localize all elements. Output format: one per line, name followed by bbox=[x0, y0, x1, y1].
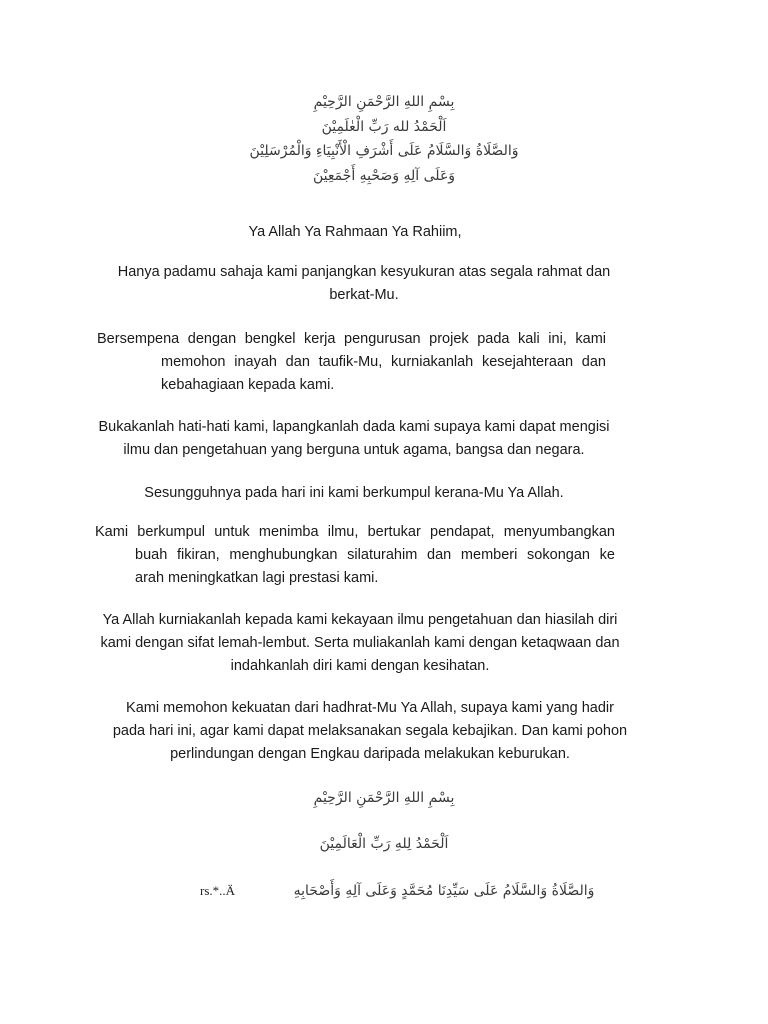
paragraph-line: indahkanlah diri kami dengan kesihatan. bbox=[230, 658, 490, 674]
paragraph-line: Hanya padamu sahaja kami panjangkan kesyukuran atas segala rahmat dan bbox=[117, 264, 611, 280]
arabic-salawat: وَالصَّلَاةُ وَالسَّلَامُ عَلَى سَيِّدِنَا مُحَمَّدٍ وَعَلَى آلِهِ وَأَصْحَابِهِ bbox=[293, 883, 595, 899]
paragraph-line: kami dengan sifat lemah-lembut. Serta muliakanlah kami dengan ketaqwaan dan bbox=[100, 635, 620, 651]
paragraph-4: Sesungguhnya pada hari ini kami berkumpul kerana-Mu Ya Allah. bbox=[144, 485, 564, 501]
arabic-hamdalah: اَلْحَمْدُ لِلهِ رَبِّ الْعَالَمِيْنَ bbox=[319, 836, 449, 852]
arabic-basmalah: بِسْمِ اللهِ الرَّحْمَنِ الرَّحِيْمِ bbox=[313, 790, 455, 806]
paragraph-line: berkat-Mu. bbox=[329, 287, 399, 303]
paragraph-line: arah meningkatkan lagi prestasi kami. bbox=[135, 570, 379, 586]
paragraph-7 bbox=[80, 697, 660, 766]
paragraph-line: memohon inayah dan taufik-Mu, kurniakanlah kesejahteraan dan bbox=[161, 354, 606, 370]
paragraph-line: ilmu dan pengetahuan yang berguna untuk agama, bangsa dan negara. bbox=[123, 442, 585, 458]
paragraph-line: Ya Allah kurniakanlah kepada kami kekayaan ilmu pengetahuan dan hiasilah diri bbox=[102, 612, 618, 628]
paragraph-3 bbox=[80, 416, 628, 462]
paragraph-line: Kami berkumpul untuk menimba ilmu, bertukar pendapat, menyumbangkan bbox=[95, 524, 615, 540]
arabic-line: بِسْمِ اللهِ الرَّحْمَنِ الرَّحِيْمِ bbox=[313, 94, 455, 110]
arabic-line: اَلْحَمْدُ لله رَبِّ الْعٰلَمِيْنَ bbox=[321, 118, 447, 135]
paragraph-line: kebahagiaan kepada kami. bbox=[161, 377, 335, 393]
paragraph-2 bbox=[97, 328, 606, 397]
paragraph-5 bbox=[95, 521, 615, 590]
paragraph-line: Bersempena dengan bengkel kerja pengurusan projek pada kali ini, kami bbox=[97, 331, 606, 347]
paragraph-line: Bukakanlah hati-hati kami, lapangkanlah dada kami supaya kami dapat mengisi bbox=[98, 419, 610, 435]
paragraph-line: perlindungan dengan Engkau daripada melakukan keburukan. bbox=[170, 746, 570, 762]
paragraph-1 bbox=[100, 261, 628, 307]
greeting: Ya Allah Ya Rahmaan Ya Rahiim, bbox=[248, 224, 462, 240]
arabic-opening-prayer bbox=[0, 90, 768, 188]
arabic-line: وَالصَّلَاةُ وَالسَّلَامُ عَلَى أَشْرَفِ الْأَنْبِيَاءِ وَالْمُرْسَلِيْنَ bbox=[249, 143, 519, 159]
paragraph-line: buah fikiran, menghubungkan silaturahim dan memberi sokongan ke bbox=[135, 547, 615, 563]
paragraph-line: pada hari ini, agar kami dapat melaksanakan segala kebajikan. Dan kami pohon bbox=[112, 723, 628, 739]
paragraph-6 bbox=[80, 609, 640, 678]
garbled-text: rs.*..Ä bbox=[200, 883, 236, 898]
arabic-line: وَعَلَى آلِهِ وَصَحْبِهِ أَجْمَعِيْنَ bbox=[312, 167, 456, 184]
paragraph-line: Kami memohon kekuatan dari hadhrat-Mu Ya Allah, supaya kami yang hadir bbox=[126, 700, 614, 716]
